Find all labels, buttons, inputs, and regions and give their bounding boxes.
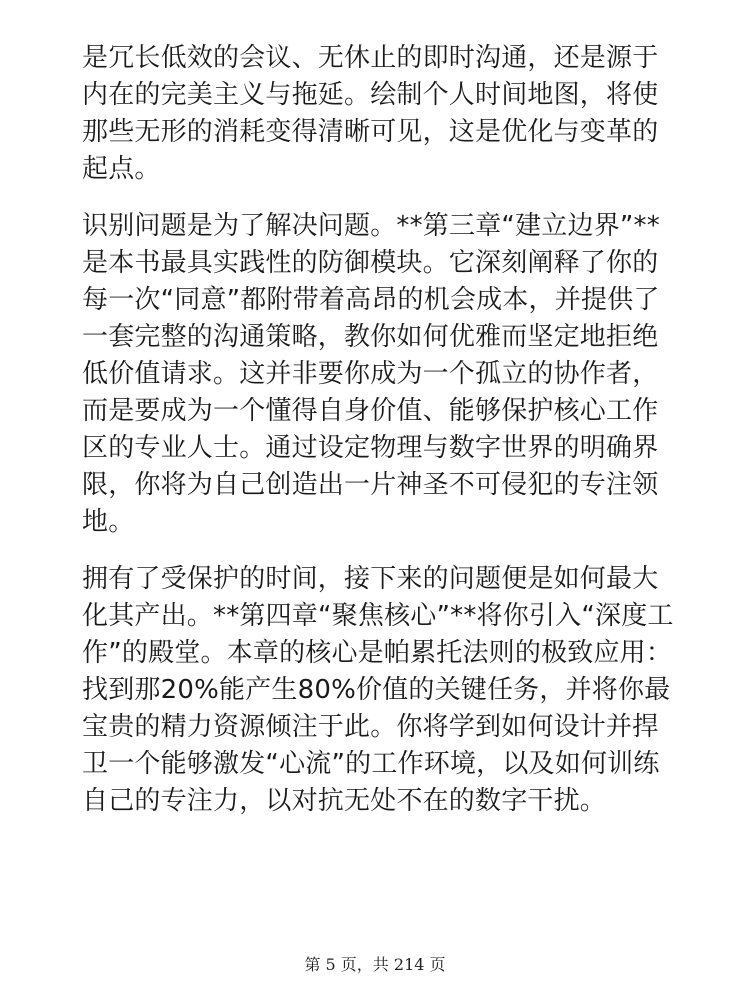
paragraph-1: 是冗长低效的会议、无休止的即时沟通，还是源于内在的完美主义与拖延。绘制个人时间地图，将使那些无形的消耗变得清晰可见，这是优化与变革的起点。 (82, 43, 659, 184)
body-text (82, 40, 682, 840)
paragraph-3: 拥有了受保护的时间，接下来的问题便是如何最大化其产出。**第四章“聚焦核心”**将你引入“深度工作”的殿堂。本章的核心是帕累托法则的极致应用：找到那20%能产生80%价值的关键任务，并将你最宝贵的精力资源倾注于此。你将学到如何设计并捍卫一个能够激发“心流”的工作环境，以及如何训练自己的专注力，以对抗无处不在的数字干扰。 (82, 564, 674, 816)
paragraph-2: 识别问题是为了解决问题。**第三章“建立边界”**是本书最具实践性的防御模块。它深刻阐释了你的每一次“同意”都附带着高昂的机会成本，并提供了一套完整的沟通策略，教你如何优雅而坚定地拒绝低价值请求。这并非要你成为一个孤立的协作者，而是要成为一个懂得自身价值、能够保护核心工作区的专业人士。通过设定物理与数字世界的明确界限，你将为自己创造出一片神圣不可侵犯的专注领地。 (82, 211, 660, 537)
page-number-footer: 第 5 页，共 214 页 (304, 955, 446, 974)
